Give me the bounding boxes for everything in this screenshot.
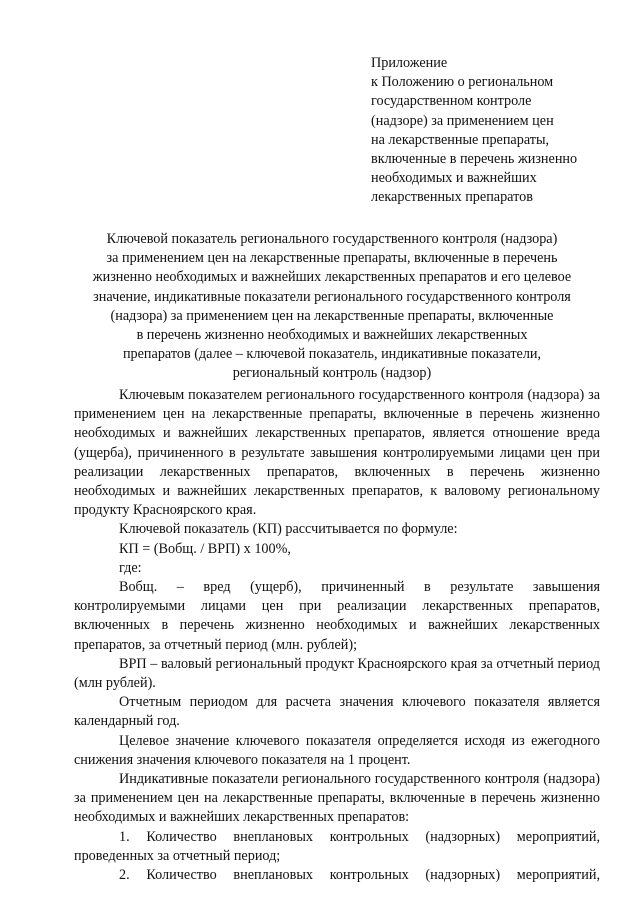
appendix-line: необходимых и важнейших	[371, 170, 537, 187]
paragraph-target-value: Целевое значение ключевого показателя определяется исходя из ежегодного снижения значения ключевого показателя на 1 процент.	[74, 732, 600, 768]
appendix-line: включенные в перечень жизненно	[371, 151, 578, 168]
appendix-line: к Положению о региональном	[371, 74, 554, 91]
paragraph-reporting-period: Отчетным периодом для расчета значения ключевого показателя является календарный год.	[74, 694, 600, 730]
document-title	[62, 230, 602, 384]
appendix-line: государственном контроле	[371, 93, 532, 110]
appendix-line: на лекарственные препараты,	[371, 131, 550, 148]
title-line: за применением цен на лекарственные препараты, включенные в перечень	[106, 250, 558, 267]
document-body	[74, 386, 600, 885]
title-line: (надзора) за применением цен на лекарственные препараты, включенные	[110, 307, 554, 324]
paragraph-key-indicator: Ключевым показателем регионального государственного контроля (надзора) за применением цен на лекарственные препараты, включенные в перечень жизненно необходимых и важнейших лекарственных препаратов, является отношение вреда (ущерба), причиненного в результате завышения контролируемыми лицами цен при реализации лекарственных препаратов, включенных в перечень жизненно необходимых и важнейших лекарственных препаратов, к валовому региональному продукту Красноярского края.	[74, 387, 600, 519]
title-line: значение, индикативные показатели регионального государственного контроля	[93, 288, 571, 305]
appendix-line: лекарственных препаратов	[371, 189, 533, 206]
paragraph-harm-definition: Вобщ. – вред (ущерб), причиненный в результате завышения контролируемыми лицами цен при реализации лекарственных препаратов, включенных в перечень жизненно необходимых и важнейших лекарственных препаратов, за отчетный период (млн. рублей);	[74, 579, 600, 653]
title-line: жизненно необходимых и важнейших лекарственных препаратов и его целевое	[92, 269, 572, 286]
list-item: 2. Количество внеплановых контрольных (надзорных) мероприятий,	[119, 867, 600, 884]
appendix-header	[371, 54, 631, 208]
appendix-line: Приложение	[371, 55, 448, 71]
title-line: региональный контроль (надзор)	[232, 365, 432, 382]
formula-where: где:	[119, 559, 142, 576]
paragraph-formula-intro: Ключевой показатель (КП) рассчитывается по формуле:	[119, 521, 458, 538]
title-line: Ключевой показатель регионального государственного контроля (надзора)	[106, 231, 558, 247]
appendix-line: (надзоре) за применением цен	[371, 112, 554, 129]
title-line: препаратов (далее – ключевой показатель, индикативные показатели,	[122, 346, 542, 363]
title-line: в перечень жизненно необходимых и важнейших лекарственных	[136, 327, 528, 344]
paragraph-indicative-intro: Индикативные показатели регионального государственного контроля (надзора) за применением цен на лекарственные препараты, включенные в перечень жизненно необходимых и важнейших лекарственных препаратов:	[74, 771, 600, 826]
list-item: 1. Количество внеплановых контрольных (надзорных) мероприятий, проведенных за отчетный период;	[74, 828, 600, 864]
formula: КП = (Вобщ. / ВРП) х 100%,	[119, 540, 291, 557]
paragraph-grp-definition: ВРП – валовый региональный продукт Красноярского края за отчетный период (млн рублей).	[74, 655, 600, 692]
